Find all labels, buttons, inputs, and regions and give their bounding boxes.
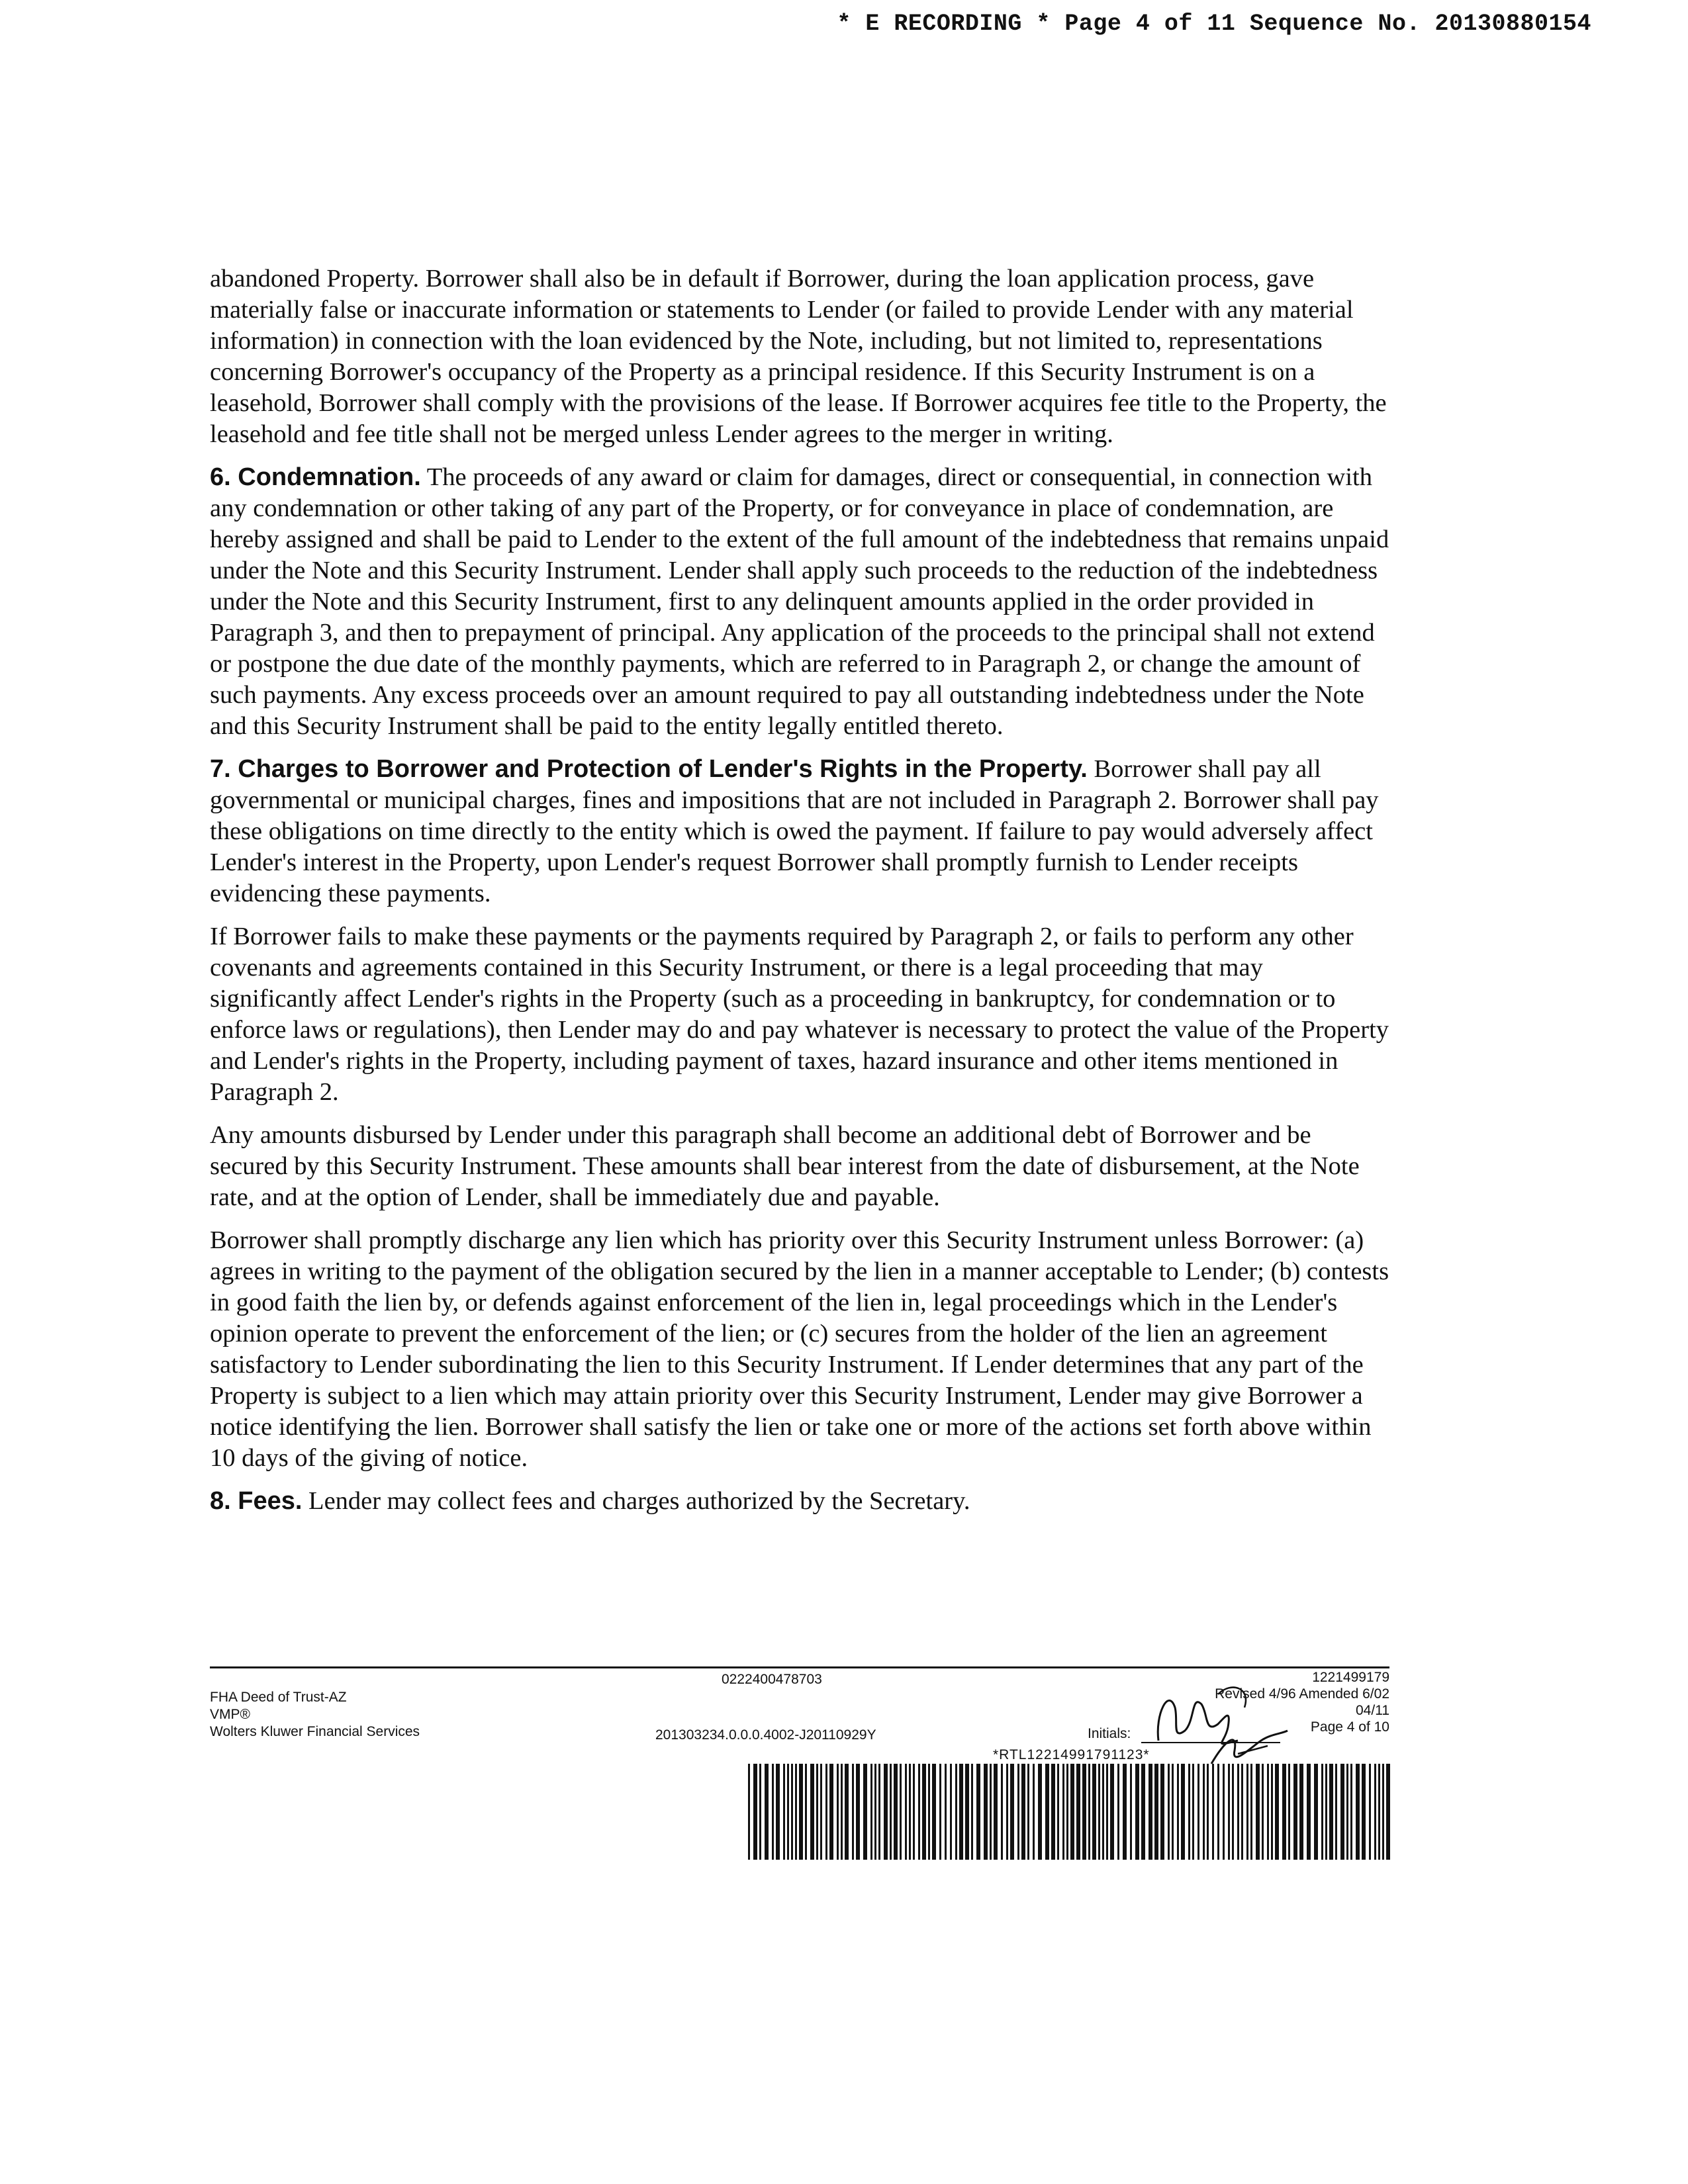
- section-8-body: Lender may collect fees and charges authorized by the Secretary.: [308, 1487, 970, 1515]
- barcode-bar: [874, 1764, 876, 1860]
- barcode-bar: [955, 1764, 957, 1860]
- recording-header: * E RECORDING * Page 4 of 11 Sequence No. 20130880154: [837, 11, 1591, 37]
- barcode-bar: [1106, 1764, 1108, 1860]
- barcode-bar: [1130, 1764, 1132, 1860]
- barcode-bar: [1212, 1764, 1214, 1860]
- barcode-bar: [845, 1764, 849, 1860]
- document-body: [210, 263, 1389, 1529]
- barcode-bar: [1092, 1764, 1096, 1860]
- barcode-bar: [932, 1764, 936, 1860]
- barcode-bar: [1325, 1764, 1327, 1860]
- barcode-bar: [799, 1764, 803, 1860]
- barcode-bar: [1329, 1764, 1333, 1860]
- barcode-bar: [1223, 1764, 1225, 1860]
- barcode-bar: [1356, 1764, 1360, 1860]
- section-7-charges: [210, 754, 1389, 909]
- barcode-bar: [783, 1764, 785, 1860]
- barcode-bar: [1062, 1764, 1064, 1860]
- barcode-bar: [1335, 1764, 1337, 1860]
- barcode-bar: [1001, 1764, 1003, 1860]
- paragraph-7-lien-discharge: Borrower shall promptly discharge any lien which has priority over this Security Instrument unless Borrower: (a) agrees in writing to the payment of the obligation secured by the lien in a manner acceptable to Lender; (b) contests in good faith the lien by, or defends against enforcement of the lien in, legal proceedings which in the Lender's opinion operate to prevent the enforcement of the lien; or (c) secures from the holder of the lien an agreement satisfactory to Lender subordinating the lien to this Security Instrument. If Lender determines that any part of the Property is subject to a lien which may attain priority over this Security Instrument, Lender may give Borrower a notice identifying the lien. Borrower shall satisfy the lien or take one or more of the actions set forth above within 10 days of the giving of notice.: [210, 1226, 1389, 1472]
- barcode-bar: [922, 1764, 926, 1860]
- barcode-bar: [905, 1764, 907, 1860]
- barcode-bar: [1299, 1764, 1303, 1860]
- barcode-bar: [776, 1764, 780, 1860]
- barcode-bar: [1282, 1764, 1286, 1860]
- barcode-bar: [894, 1764, 898, 1860]
- barcode: [748, 1764, 1390, 1860]
- section-6-body: The proceeds of any award or claim for damages, direct or consequential, in connection with any condemnation or other taking of any part of the Property, or for conveyance in place of condemnation, are hereby assigned and shall be paid to Lender to the extent of the full amount of the indebtedness that remains unpaid under the Note and this Security Instrument. Lender shall apply such proceeds to the reduction of the indebtedness under the Note and this Security Instrument, first to any delinquent amounts applied in the order provided in Paragraph 3, and then to prepayment of principal. Any application of the proceeds to the principal shall not extend or postpone the due date of the monthly payments, which are referred to in Paragraph 2, or change the amount of such payments. Any excess proceeds over an amount required to pay all outstanding indebtedness under the Note and this Security Instrument shall be paid to the entity legally entitled thereto.: [210, 463, 1389, 740]
- barcode-bar: [950, 1764, 952, 1860]
- barcode-bar: [928, 1764, 930, 1860]
- barcode-bar: [837, 1764, 839, 1860]
- barcode-bar: [1045, 1764, 1049, 1860]
- barcode-bar: [1177, 1764, 1179, 1860]
- barcode-bar: [810, 1764, 814, 1860]
- barcode-bar: [1066, 1764, 1068, 1860]
- barcode-bar: [1168, 1764, 1170, 1860]
- barcode-bar: [772, 1764, 774, 1860]
- barcode-bar: [1172, 1764, 1174, 1860]
- footer-form-info: [210, 1689, 420, 1741]
- barcode-bar: [976, 1764, 980, 1860]
- barcode-bar: [787, 1764, 789, 1860]
- section-8-heading: 8. Fees.: [210, 1487, 303, 1515]
- barcode-bar: [1017, 1764, 1019, 1860]
- barcode-bar: [1386, 1764, 1390, 1860]
- barcode-bar: [890, 1764, 892, 1860]
- form-name: FHA Deed of Trust-AZ: [210, 1690, 347, 1705]
- barcode-bar: [1149, 1764, 1152, 1860]
- barcode-bar: [841, 1764, 843, 1860]
- loan-number: 0222400478703: [722, 1672, 822, 1687]
- barcode-bar: [965, 1764, 969, 1860]
- barcode-bar: [1293, 1764, 1297, 1860]
- section-6-heading: 6. Condemnation.: [210, 463, 421, 491]
- barcode-bar: [1250, 1764, 1252, 1860]
- barcode-bar: [1088, 1764, 1090, 1860]
- barcode-bar: [1362, 1764, 1366, 1860]
- barcode-bar: [1275, 1764, 1279, 1860]
- barcode-bar: [1006, 1764, 1008, 1860]
- barcode-bar: [1207, 1764, 1209, 1860]
- section-8-fees: [210, 1486, 1389, 1517]
- document-code: 201303234.0.0.0.4002-J20110929Y: [655, 1727, 876, 1743]
- barcode-bar: [765, 1764, 769, 1860]
- barcode-bar: [1160, 1764, 1164, 1860]
- barcode-bar: [1382, 1764, 1384, 1860]
- barcode-bar: [1237, 1764, 1239, 1860]
- barcode-bar: [791, 1764, 793, 1860]
- barcode-bar: [870, 1764, 872, 1860]
- barcode-bar: [1271, 1764, 1273, 1860]
- barcode-bar: [1027, 1764, 1029, 1860]
- barcode-bar: [1314, 1764, 1318, 1860]
- barcode-bar: [1117, 1764, 1119, 1860]
- revision-date: 04/11: [1356, 1703, 1389, 1718]
- barcode-bar: [913, 1764, 915, 1860]
- barcode-bar: [1082, 1764, 1086, 1860]
- barcode-bar: [1378, 1764, 1380, 1860]
- barcode-bar: [1135, 1764, 1139, 1860]
- paragraph-abandoned-property: abandoned Property. Borrower shall also be in default if Borrower, during the loan application process, gave materially false or inaccurate information or statements to Lender (or failed to provide Lender with any material information) in connection with the loan evidenced by the Note, including, but not limited to, representations concerning Borrower's occupancy of the Property as a principal residence. If this Security Instrument is on a leasehold, Borrower shall comply with the provisions of the lease. If Borrower acquires fee title to the Property, the leasehold and fee title shall not be merged unless Lender agrees to the merger in writing.: [210, 265, 1387, 448]
- barcode-bar: [1010, 1764, 1014, 1860]
- barcode-bar: [1154, 1764, 1158, 1860]
- barcode-bar: [1350, 1764, 1352, 1860]
- barcode-bar: [1197, 1764, 1199, 1860]
- barcode-bar: [945, 1764, 947, 1860]
- barcode-bar: [1076, 1764, 1080, 1860]
- paragraph-7-amounts-disbursed: Any amounts disbursed by Lender under this paragraph shall become an additional debt of Borrower and be secured by this Security Instrument. These amounts shall bear interest from the date of disbursement, at the Note rate, and at the option of Lender, shall be immediately due and payable.: [210, 1121, 1360, 1211]
- revision-text: Revised 4/96 Amended 6/02: [1215, 1686, 1389, 1702]
- barcode-bar: [971, 1764, 973, 1860]
- barcode-bar: [1192, 1764, 1194, 1860]
- publisher-name: Wolters Kluwer Financial Services: [210, 1724, 420, 1739]
- barcode-bar: [805, 1764, 807, 1860]
- barcode-bar: [1288, 1764, 1290, 1860]
- barcode-bar: [852, 1764, 854, 1860]
- barcode-bar: [1203, 1764, 1205, 1860]
- barcode-bar: [909, 1764, 911, 1860]
- barcode-bar: [1110, 1764, 1114, 1860]
- barcode-bar: [1374, 1764, 1376, 1860]
- vmp-label: VMP®: [210, 1707, 250, 1722]
- barcode-bar: [1141, 1764, 1145, 1860]
- barcode-bar: [878, 1764, 880, 1860]
- barcode-bar: [856, 1764, 860, 1860]
- barcode-bar: [1340, 1764, 1344, 1860]
- barcode-bar: [759, 1764, 761, 1860]
- barcode-bar: [984, 1764, 988, 1860]
- initials-label: Initials:: [1088, 1726, 1131, 1741]
- barcode-bar: [918, 1764, 920, 1860]
- reference-number: 1221499179: [1312, 1670, 1389, 1685]
- barcode-bar: [994, 1764, 998, 1860]
- barcode-bar: [795, 1764, 797, 1860]
- barcode-bar: [1241, 1764, 1243, 1860]
- barcode-bar: [1262, 1764, 1264, 1860]
- barcode-bar: [1188, 1764, 1190, 1860]
- barcode-bar: [1123, 1764, 1127, 1860]
- barcode-bar: [1267, 1764, 1269, 1860]
- barcode-bar: [1102, 1764, 1104, 1860]
- barcode-bar: [863, 1764, 867, 1860]
- barcode-bar: [1217, 1764, 1219, 1860]
- barcode-text: *RTL12214991791123*: [993, 1747, 1150, 1762]
- barcode-bar: [1346, 1764, 1348, 1860]
- barcode-bar: [1098, 1764, 1100, 1860]
- barcode-bar: [1307, 1764, 1311, 1860]
- paragraph-7-fails-to-pay: If Borrower fails to make these payments or the payments required by Paragraph 2, or fails to perform any other covenants and agreements contained in this Security Instrument, or there is a legal proceeding that may significantly affect Lender's rights in the Property (such as a proceeding in bankruptcy, for condemnation or to enforce laws or regulations), then Lender may do and pay whatever is necessary to protect the value of the Property and Lender's rights in the Property, including payment of taxes, hazard insurance and other items mentioned in Paragraph 2.: [210, 923, 1389, 1106]
- barcode-bar: [1369, 1764, 1371, 1860]
- handwritten-initials-signature: [1139, 1668, 1304, 1767]
- barcode-bar: [1051, 1764, 1055, 1860]
- barcode-bar: [959, 1764, 963, 1860]
- barcode-bar: [825, 1764, 827, 1860]
- barcode-bar: [1038, 1764, 1042, 1860]
- section-7-heading: 7. Charges to Borrower and Protection of Lender's Rights in the Property.: [210, 755, 1088, 783]
- page-number: Page 4 of 10: [1310, 1719, 1389, 1735]
- section-7-body: Borrower shall pay all governmental or municipal charges, fines and impositions that are not included in Paragraph 2. Borrower shall pay these obligations on time directly to the entity which is owed the payment. If failure to pay would adversely affect Lender's interest in the Property, upon Lender's request Borrower shall promptly furnish to Lender receipts evidencing these payments.: [210, 755, 1379, 907]
- barcode-bar: [1321, 1764, 1323, 1860]
- barcode-bar: [1246, 1764, 1248, 1860]
- barcode-bar: [1181, 1764, 1185, 1860]
- barcode-bar: [829, 1764, 833, 1860]
- barcode-bar: [1232, 1764, 1234, 1860]
- barcode-bar: [1057, 1764, 1059, 1860]
- barcode-bar: [1033, 1764, 1035, 1860]
- barcode-bar: [900, 1764, 902, 1860]
- barcode-bar: [990, 1764, 992, 1860]
- barcode-bar: [884, 1764, 888, 1860]
- barcode-bar: [748, 1764, 750, 1860]
- barcode-bar: [1021, 1764, 1025, 1860]
- barcode-bar: [820, 1764, 822, 1860]
- barcode-bar: [939, 1764, 941, 1860]
- barcode-bar: [1070, 1764, 1074, 1860]
- section-6-condemnation: [210, 462, 1389, 742]
- barcode-bar: [753, 1764, 757, 1860]
- barcode-bar: [1256, 1764, 1260, 1860]
- barcode-bar: [816, 1764, 818, 1860]
- barcode-bar: [1228, 1764, 1230, 1860]
